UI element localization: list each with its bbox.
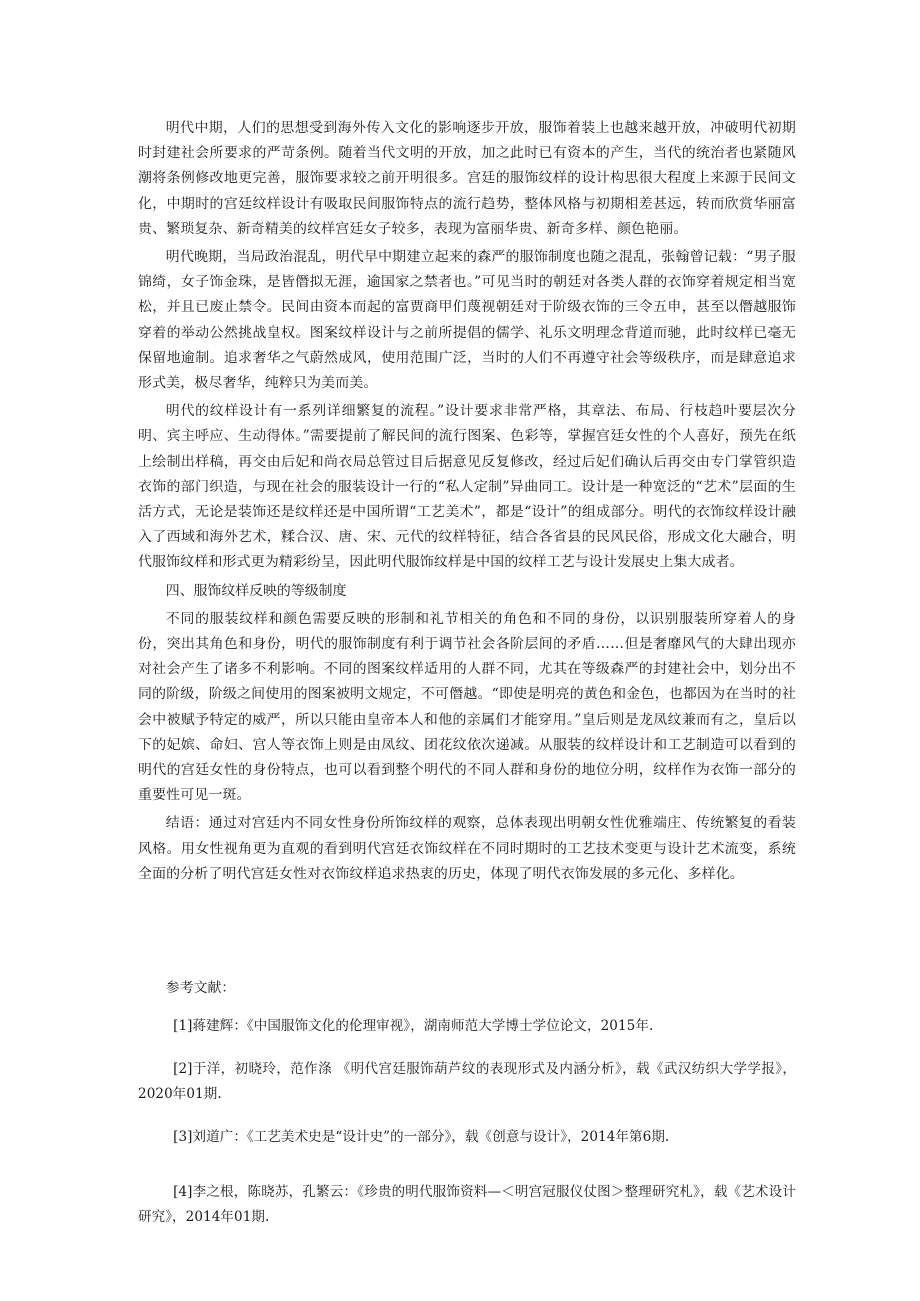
paragraph-hierarchy: 不同的服装纹样和颜色需要反映的形制和礼节相关的角色和不同的身份，以识别服装所穿着人的身份，突出其角色和身份，明代的服饰制度有利于调节社会各阶层间的矛盾……但是奢靡风气的大肆出现亦对社会产生了诸多不利影响。不同的图案纹样适用的人群不同，尤其在等级森严的封建社会中，划分出不同的阶级，阶级之间使用的图案被明文规定，不可僭越。“即使是明亮的黄色和金色，也都因为在当时的社会中被赋予特定的威严，所以只能由皇帝本人和他的亲属们才能穿用。”皇后则是龙凤纹兼而有之，皇后以下的妃嫔、命妇、宫人等衣饰上则是由凤纹、团花纹依次递减。从服装的纹样设计和工艺制造可以看到的明代的宫廷女性的身份特点，也可以看到整个明代的不同人群和身份的地位分明，纹样作为衣饰一部分的重要性可见一斑。 bbox=[138, 610, 796, 804]
paragraph-conclusion: 结语：通过对宫廷内不同女性身份所饰纹样的观察，总体表现出明朝女性优雅端庄、传统繁复的看装风格。用女性视角更为直观的看到明代宫廷衣饰纹样在不同时期时的工艺技术变更与设计艺术流变，系统全面的分析了明代宫廷女性对衣饰纹样追求热衷的历史，体现了明代衣饰发展的多元化、多样化。 bbox=[138, 815, 796, 882]
section-heading: 四、服饰纹样反映的等级制度 bbox=[165, 582, 347, 599]
document-body bbox=[138, 116, 796, 890]
paragraph-mid-ming: 明代中期，人们的思想受到海外传入文化的影响逐步开放，服饰着装上也越来越开放，冲破明代初期时封建社会所要求的严苛条例。随着当代文明的开放，加之此时已有资本的产生，当代的统治者也紧随风潮将条例修改地更完善，服饰要求较之前开明很多。宫廷的服饰纹样的设计构思很大程度上来源于民间文化，中期时的宫廷纹样设计有吸取民间服饰特点的流行趋势，整体风格与初期相差甚远，转而欣赏华丽富贵、繁琐复杂、新奇精美的纹样宫廷女子较多，表现为富丽华贵、新奇多样、颜色艳丽。 bbox=[138, 120, 796, 237]
reference-item: [2]于洋，初晓玲，范作涤 《明代宫廷服饰葫芦纹的表现形式及内涵分析》，载《武汉纺织大学学报》，2020年01期. bbox=[138, 1061, 796, 1102]
paragraph-design-process: 明代的纹样设计有一系列详细繁复的流程。”设计要求非常严格，其章法、布局、行枝趋叶要层次分明、宾主呼应、生动得体。”需要提前了解民间的流行图案、色彩等，掌握宫廷女性的个人喜好，预先在纸上绘制出样稿，再交由后妃和尚衣局总管过目后据意见反复修改，经过后妃们确认后再交由专门掌管织造衣饰的部门织造，与现在社会的服装设计一行的“私人定制”异曲同工。设计是一种宽泛的“艺术”层面的生活方式，无论是装饰还是纹样还是中国所谓“工艺美术”，都是“设计”的组成部分。明代的衣饰纹样设计融入了西域和海外艺术，糅合汉、唐、宋、元代的纹样特征，结合各省县的民风民俗，形成文化大融合，明代服饰纹样和形式更为精彩纷呈，因此明代服饰纹样是中国的纹样工艺与设计发展史上集大成者。 bbox=[138, 403, 796, 571]
references-title: 参考文献： bbox=[165, 980, 236, 996]
paragraph-late-ming: 明代晚期，当局政治混乱，明代早中期建立起来的森严的服饰制度也随之混乱，张翰曾记载：“男子服锦绮，女子饰金珠，是皆僭拟无涯，逾国家之禁者也。”可见当时的朝廷对各类人群的衣饰穿着规定相当宽松，并且已废止禁令。民间由资本而起的富贾商甲们蔑视朝廷对于阶级衣饰的三令五申，甚至以僭越服饰穿着的举动公然挑战皇权。图案纹样设计与之前所提倡的儒学、礼乐文明理念背道而驰，此时纹样已毫无保留地逾制。追求奢华之气蔚然成风，使用范围广泛，当时的人们不再遵守社会等级秩序，而是肆意追求形式美，极尽奢华，纯粹只为美而美。 bbox=[138, 249, 796, 392]
reference-item: [4]李之根，陈晓苏，孔繁云：《珍贵的明代服饰资料—＜明宫冠服仪仗图＞整理研究札》，载《艺术设计研究》，2014年01期. bbox=[138, 1184, 796, 1225]
reference-item: [1]蒋建辉：《中国服饰文化的伦理审视》，湖南师范大学博士学位论文，2015年. bbox=[173, 1018, 654, 1034]
reference-item: [3]刘道广：《工艺美术史是“设计史”的一部分》，载《创意与设计》，2014年第6期. bbox=[173, 1129, 670, 1145]
references-section bbox=[138, 976, 796, 1248]
